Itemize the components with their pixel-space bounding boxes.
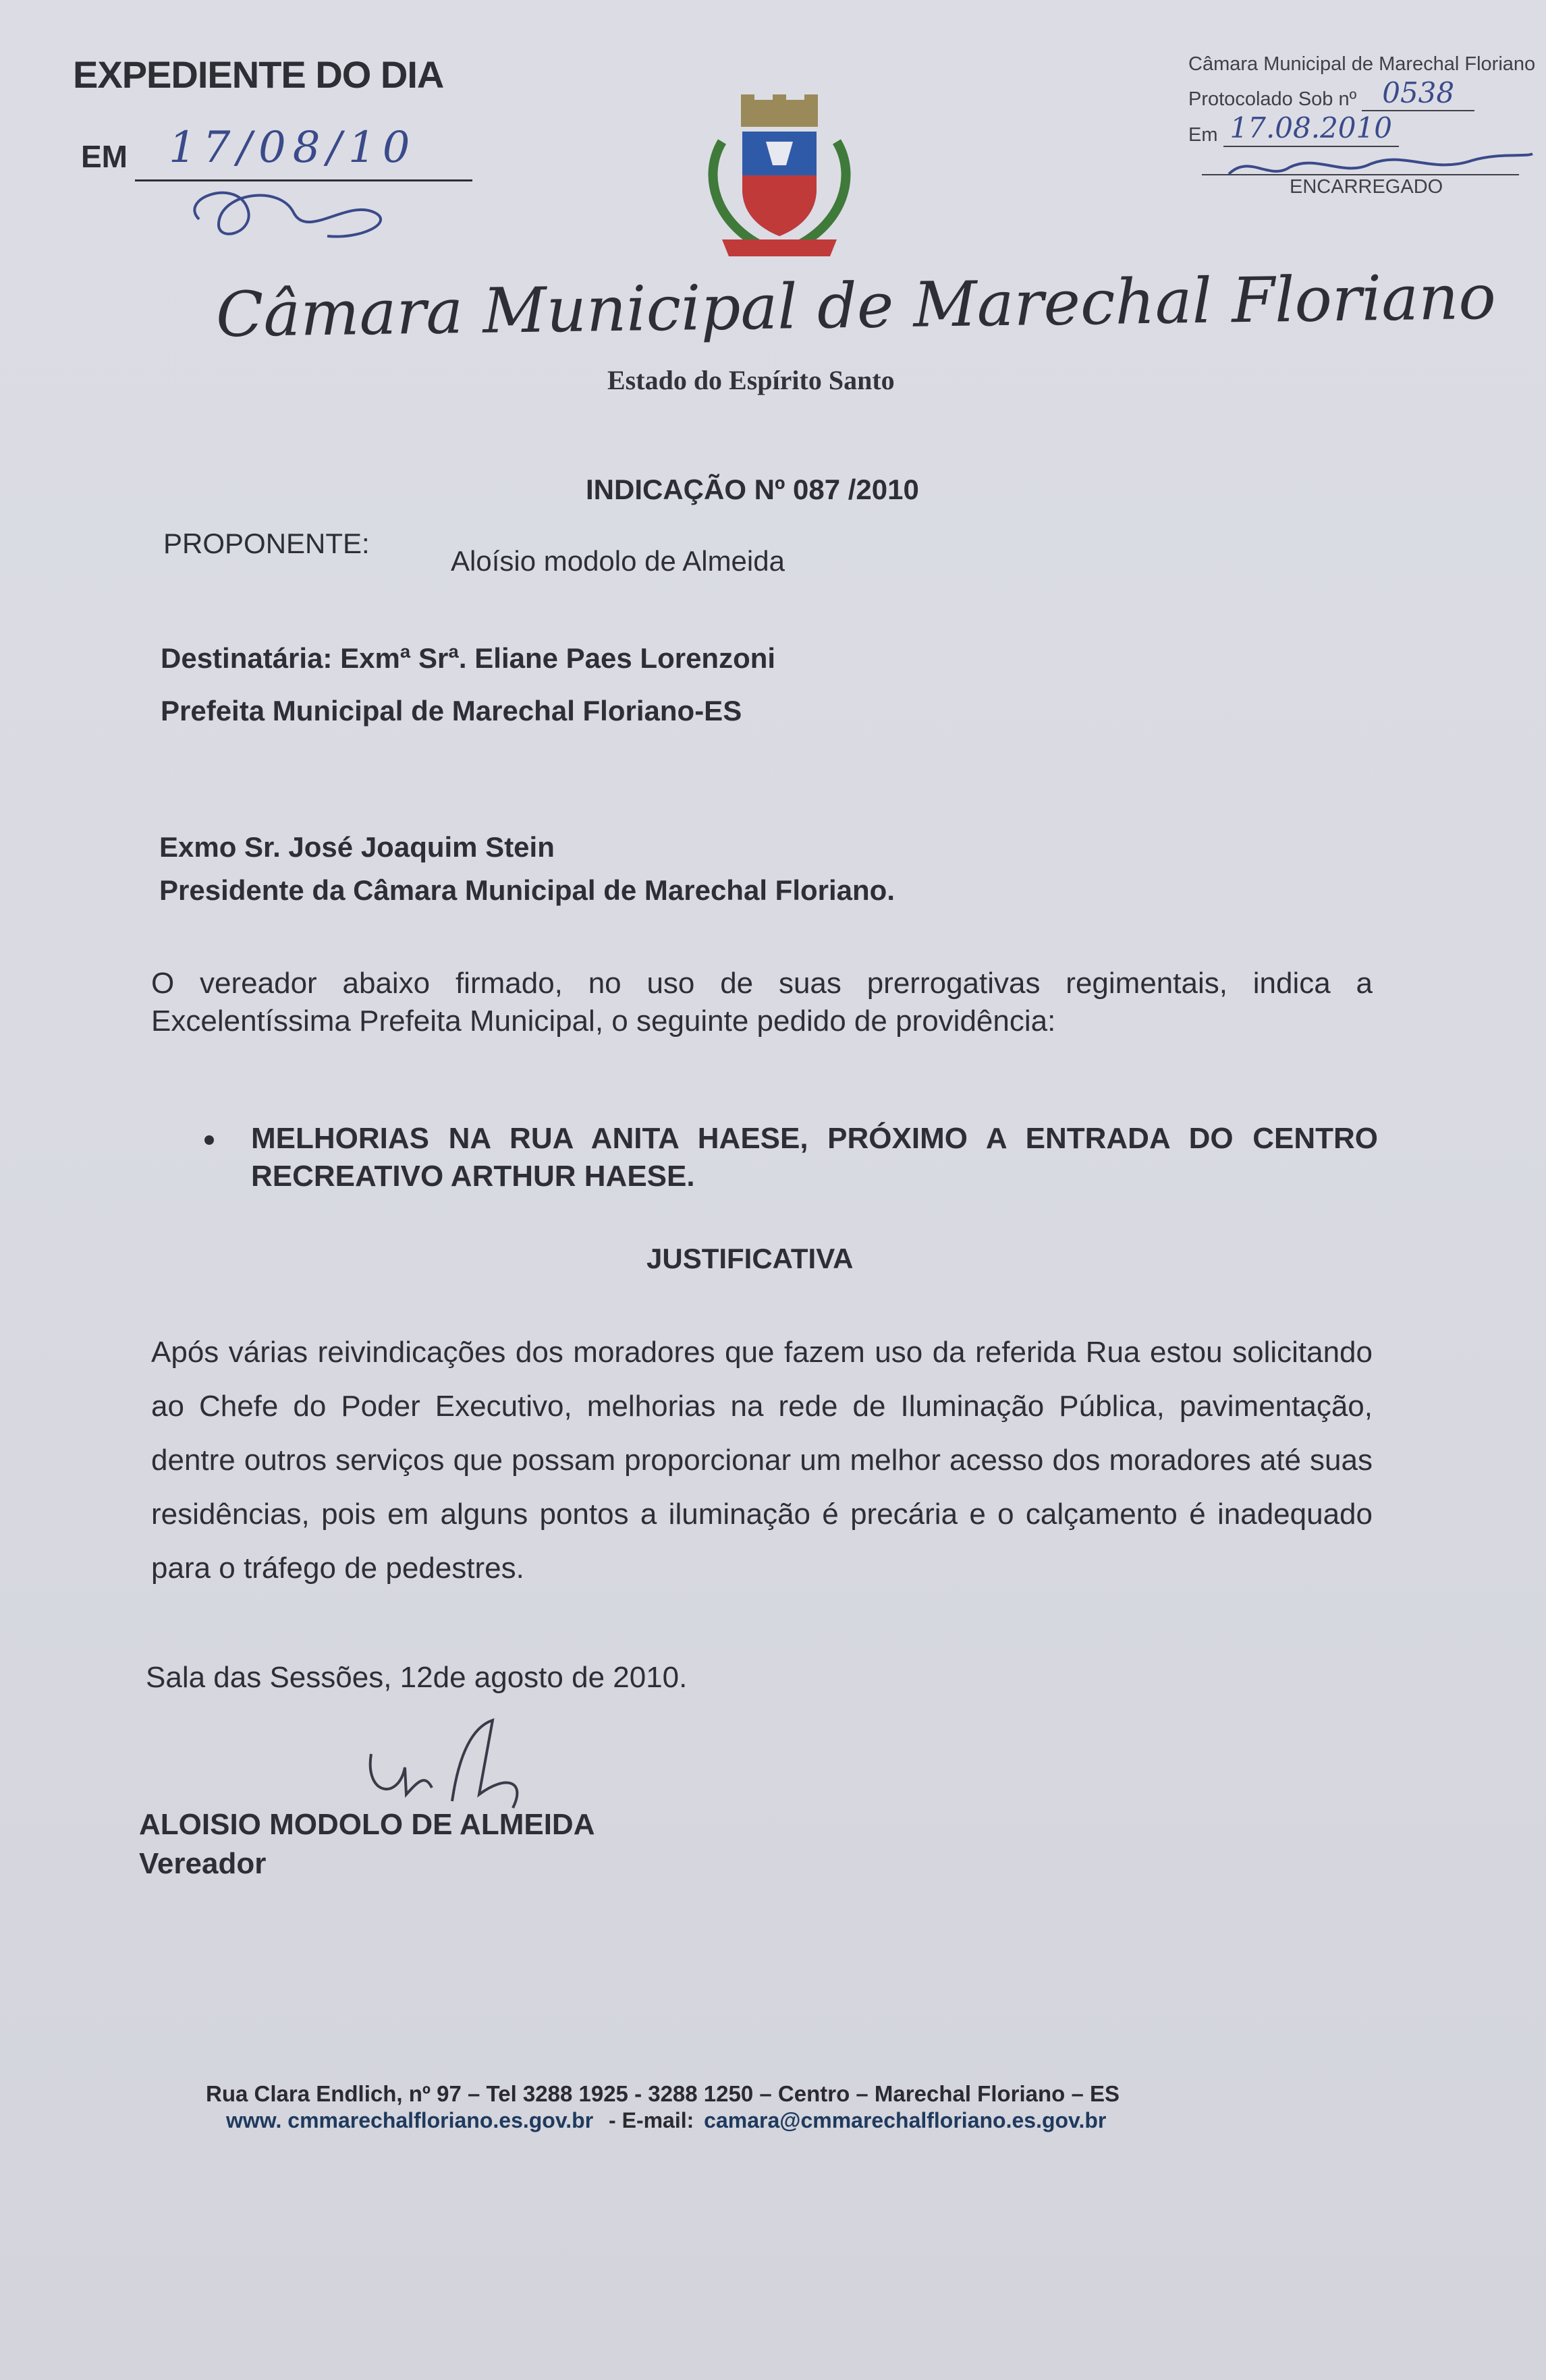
destinataria-line-2: Prefeita Municipal de Marechal Floriano-ES xyxy=(161,695,742,727)
vereador-signature xyxy=(358,1713,547,1815)
presidente-line-1: Exmo Sr. José Joaquim Stein xyxy=(159,831,555,863)
justificativa-title: JUSTIFICATIVA xyxy=(646,1243,854,1274)
protocol-encarregado-label: ENCARREGADO xyxy=(1290,175,1443,198)
protocol-em-label: Em xyxy=(1188,123,1218,146)
protocol-number: 0538 xyxy=(1362,76,1474,111)
proponente-name: Aloísio modolo de Almeida xyxy=(451,545,785,577)
expediente-date-handwritten: 17/08/10 xyxy=(169,123,417,173)
footer-email-label: - E-mail: xyxy=(609,2108,694,2132)
justificativa-paragraph: Após várias reivindicações dos moradores que fazem uso da referida Rua estou solicitando ao Chefe do Poder Executivo, melhorias na rede de Iluminação Pública, pavimentação, dentre outros serviços que possam proporcionar um melhor acesso dos moradores até suas residências, pois em alguns pontos a iluminação é precária e o calçamento é inadequado para o tráfego de pedestres. xyxy=(151,1336,1373,1585)
footer-email-link[interactable]: camara@cmmarechalfloriano.es.gov.br xyxy=(704,2108,1107,2132)
footer-contacts xyxy=(226,2108,1106,2133)
intro-paragraph: O vereador abaixo firmado, no uso de suas prerrogativas regimentais, indica a Excelentíssima Prefeita Municipal, o seguinte pedido de providência: xyxy=(151,967,1373,1038)
institution-state: Estado do Espírito Santo xyxy=(607,365,895,395)
proponente-label: PROPONENTE: xyxy=(163,528,370,559)
coat-of-arms-emblem xyxy=(695,94,864,263)
presidente-line-2: Presidente da Câmara Municipal de Marechal Floriano. xyxy=(159,874,895,906)
protocol-camara-label: Câmara Municipal de Marechal Floriano xyxy=(1188,53,1536,75)
signer-name: ALOISIO MODOLO DE ALMEIDA xyxy=(139,1808,595,1841)
protocol-stamp xyxy=(1188,53,1546,198)
sala-date-line: Sala das Sessões, 12de agosto de 2010. xyxy=(146,1661,688,1694)
request-bullet xyxy=(204,1135,214,1145)
stamp-initials-scribble xyxy=(172,172,429,253)
request-item: MELHORIAS NA RUA ANITA HAESE, PRÓXIMO A ENTRADA DO CENTRO RECREATIVO ARTHUR HAESE. xyxy=(251,1122,1378,1193)
footer-address: Rua Clara Endlich, nº 97 – Tel 3288 1925 - 3288 1250 – Centro – Marechal Floriano – ES xyxy=(206,2081,1120,2106)
protocol-date: 17.08.2010 xyxy=(1223,111,1399,146)
expediente-stamp-title: EXPEDIENTE DO DIA xyxy=(73,53,444,96)
protocol-sob-label: Protocolado Sob nº xyxy=(1188,88,1357,111)
destinataria-line-1: Destinatária: Exmª Srª. Eliane Paes Lorenzoni xyxy=(161,642,776,674)
expediente-em-label: EM xyxy=(81,139,128,174)
footer-website-link[interactable]: www. cmmarechalfloriano.es.gov.br xyxy=(226,2108,594,2132)
document-title: INDICAÇÃO Nº 087 /2010 xyxy=(586,474,919,505)
institution-name: Câmara Municipal de Marechal Floriano xyxy=(215,260,1497,351)
signer-role: Vereador xyxy=(139,1847,267,1880)
